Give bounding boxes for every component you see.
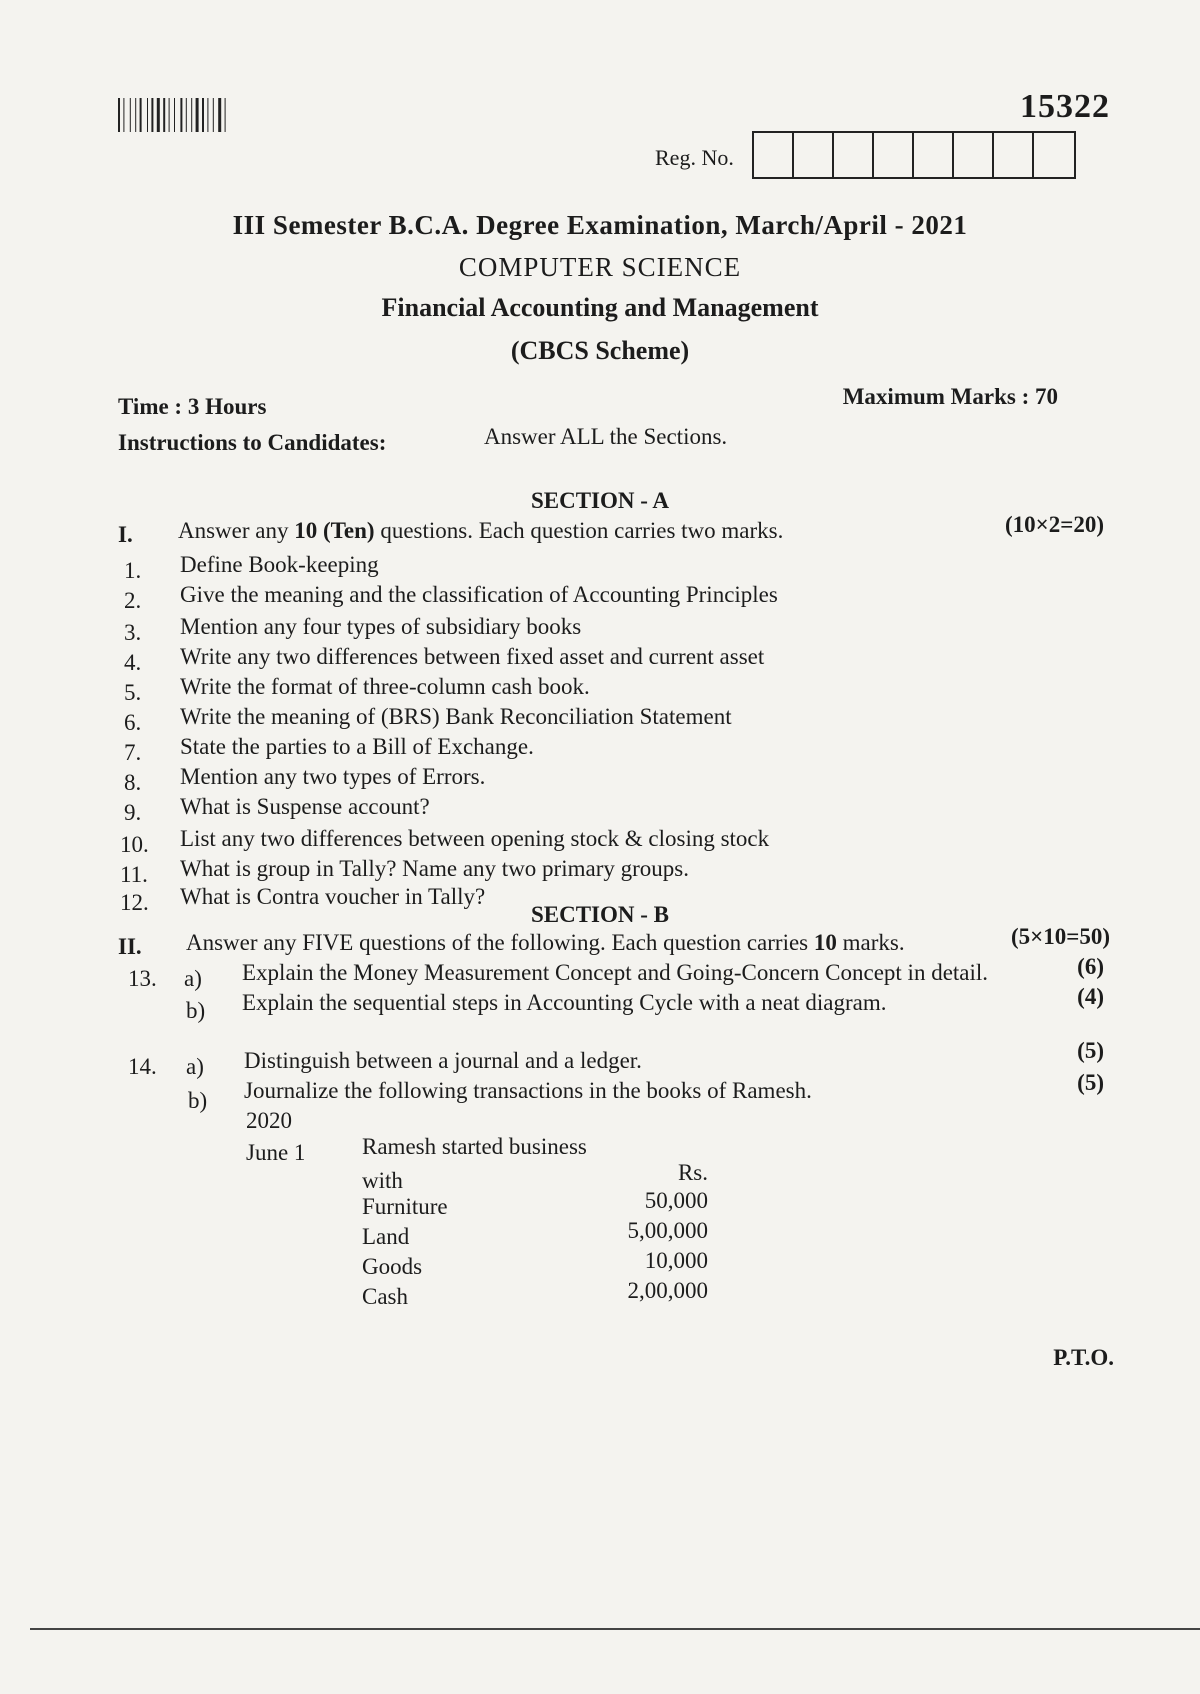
footer-rule — [30, 1628, 1200, 1630]
question-number: 12. — [120, 890, 149, 915]
question-number: 1. — [124, 558, 142, 583]
question-number: 2. — [124, 588, 142, 613]
transaction-year: 2020 — [246, 1108, 292, 1133]
section-b-marks: (5×10=50) — [1010, 924, 1110, 949]
reg-no-box[interactable] — [954, 133, 994, 177]
max-marks: Maximum Marks : 70 — [842, 384, 1058, 409]
question-number: 6. — [124, 710, 142, 735]
question-text: What is Suspense account? — [180, 794, 430, 819]
q13b-label: b) — [186, 998, 206, 1023]
transaction-desc: Ramesh started business — [362, 1134, 587, 1159]
barcode-bar — [218, 98, 221, 132]
question-number: 5. — [124, 680, 142, 705]
paper-title: Financial Accounting and Management — [381, 293, 819, 322]
question-number: 9. — [124, 800, 142, 825]
barcode-bar — [130, 98, 131, 132]
section-a-marks: (10×2=20) — [1004, 512, 1104, 537]
barcode-bar — [151, 98, 153, 132]
q13b-text: Explain the sequential steps in Accounting Cycle with a neat diagram. — [242, 990, 887, 1015]
transaction-item-label: Goods — [362, 1254, 423, 1279]
section-a-roman: I. — [118, 522, 133, 547]
reg-no-box[interactable] — [914, 133, 954, 177]
barcode-bar — [169, 98, 170, 132]
q13a-label: a) — [184, 966, 202, 991]
barcode-bar — [157, 98, 160, 132]
question-text: Define Book-keeping — [180, 552, 379, 577]
question-number: 3. — [124, 620, 142, 645]
transaction-item-amount: 2,00,000 — [627, 1278, 708, 1303]
section-b-instruction: Answer any FIVE questions of the following. Each question carries 10 marks. — [186, 930, 905, 955]
question-number: 10. — [120, 832, 149, 857]
barcode-bar — [191, 98, 192, 132]
transaction-item-amount: 5,00,000 — [627, 1218, 708, 1243]
question-number: 7. — [124, 740, 142, 765]
transaction-item-label: Cash — [362, 1284, 408, 1309]
barcode-bar — [180, 98, 182, 132]
barcode-bar — [123, 98, 124, 132]
q14b-text: Journalize the following transactions in the books of Ramesh. — [244, 1078, 812, 1103]
reg-no-box[interactable] — [994, 133, 1034, 177]
question-number: 8. — [124, 770, 142, 795]
question-text: Give the meaning and the classification of Accounting Principles — [180, 582, 778, 607]
barcode-bar — [202, 98, 204, 132]
question-text: What is group in Tally? Name any two primary groups. — [180, 856, 689, 881]
barcode-bar — [135, 98, 136, 132]
transaction-item-label: Land — [362, 1224, 410, 1249]
reg-no-label: Reg. No. — [655, 145, 734, 170]
barcode-bar — [174, 98, 175, 132]
section-a-heading: SECTION - A — [530, 488, 670, 513]
barcode-bar — [147, 98, 148, 132]
question-text: List any two differences between opening stock & closing stock — [180, 826, 770, 851]
question-text: State the parties to a Bill of Exchange. — [180, 734, 534, 759]
exam-title: III Semester B.C.A. Degree Examination, March/April - 2021 — [232, 210, 968, 240]
pto-label: P.T.O. — [1053, 1345, 1114, 1370]
reg-no-box[interactable] — [834, 133, 874, 177]
currency-label: Rs. — [677, 1160, 708, 1185]
q14-number: 14. — [128, 1054, 157, 1079]
question-text: Write the format of three-column cash book. — [180, 674, 590, 699]
section-a-instruction: Answer any 10 (Ten) questions. Each question carries two marks. — [178, 518, 784, 543]
paper-code: 15322 — [1020, 88, 1110, 125]
q14a-label: a) — [186, 1054, 204, 1079]
reg-no-boxes[interactable] — [752, 131, 1076, 179]
section-b-heading: SECTION - B — [530, 902, 670, 927]
transaction-with: with — [362, 1168, 403, 1193]
question-text: Write any two differences between fixed asset and current asset — [180, 644, 765, 669]
q14a-text: Distinguish between a journal and a ledger. — [244, 1048, 642, 1073]
q14b-marks: (5) — [1077, 1070, 1104, 1095]
scheme-title: (CBCS Scheme) — [510, 336, 690, 365]
reg-no-box[interactable] — [874, 133, 914, 177]
time-label: Time : 3 Hours — [118, 394, 267, 419]
question-text: Mention any two types of Errors. — [180, 764, 486, 789]
transaction-item-label: Furniture — [362, 1194, 448, 1219]
instructions-text: Answer ALL the Sections. — [484, 424, 728, 449]
instructions-label: Instructions to Candidates: — [118, 430, 387, 455]
transaction-item-amount: 10,000 — [644, 1248, 708, 1273]
q13a-text: Explain the Money Measurement Concept and Going-Concern Concept in detail. — [242, 960, 989, 985]
barcode-bar — [186, 98, 187, 132]
section-b-roman: II. — [118, 934, 142, 959]
barcode-bar — [207, 98, 208, 132]
reg-no-box[interactable] — [754, 133, 794, 177]
reg-no-box[interactable] — [1034, 133, 1074, 177]
barcode-bar — [213, 98, 214, 132]
subject-title: COMPUTER SCIENCE — [458, 252, 742, 282]
q13b-marks: (4) — [1077, 984, 1104, 1009]
question-text: Mention any four types of subsidiary books — [180, 614, 582, 639]
q14b-label: b) — [188, 1088, 208, 1113]
barcode-bar — [140, 98, 142, 132]
barcode-bar — [196, 98, 199, 132]
barcode-bar — [118, 98, 120, 132]
question-number: 4. — [124, 650, 142, 675]
barcode — [118, 98, 266, 132]
reg-no-box[interactable] — [794, 133, 834, 177]
transaction-date: June 1 — [246, 1140, 306, 1165]
q14a-marks: (5) — [1077, 1038, 1104, 1063]
q13-number: 13. — [128, 966, 157, 991]
question-text: Write the meaning of (BRS) Bank Reconciliation Statement — [180, 704, 732, 729]
barcode-bar — [225, 98, 226, 132]
question-number: 11. — [120, 862, 148, 887]
question-text: What is Contra voucher in Tally? — [180, 884, 486, 909]
transaction-item-amount: 50,000 — [644, 1188, 708, 1213]
barcode-bar — [163, 98, 165, 132]
q13a-marks: (6) — [1077, 954, 1104, 979]
